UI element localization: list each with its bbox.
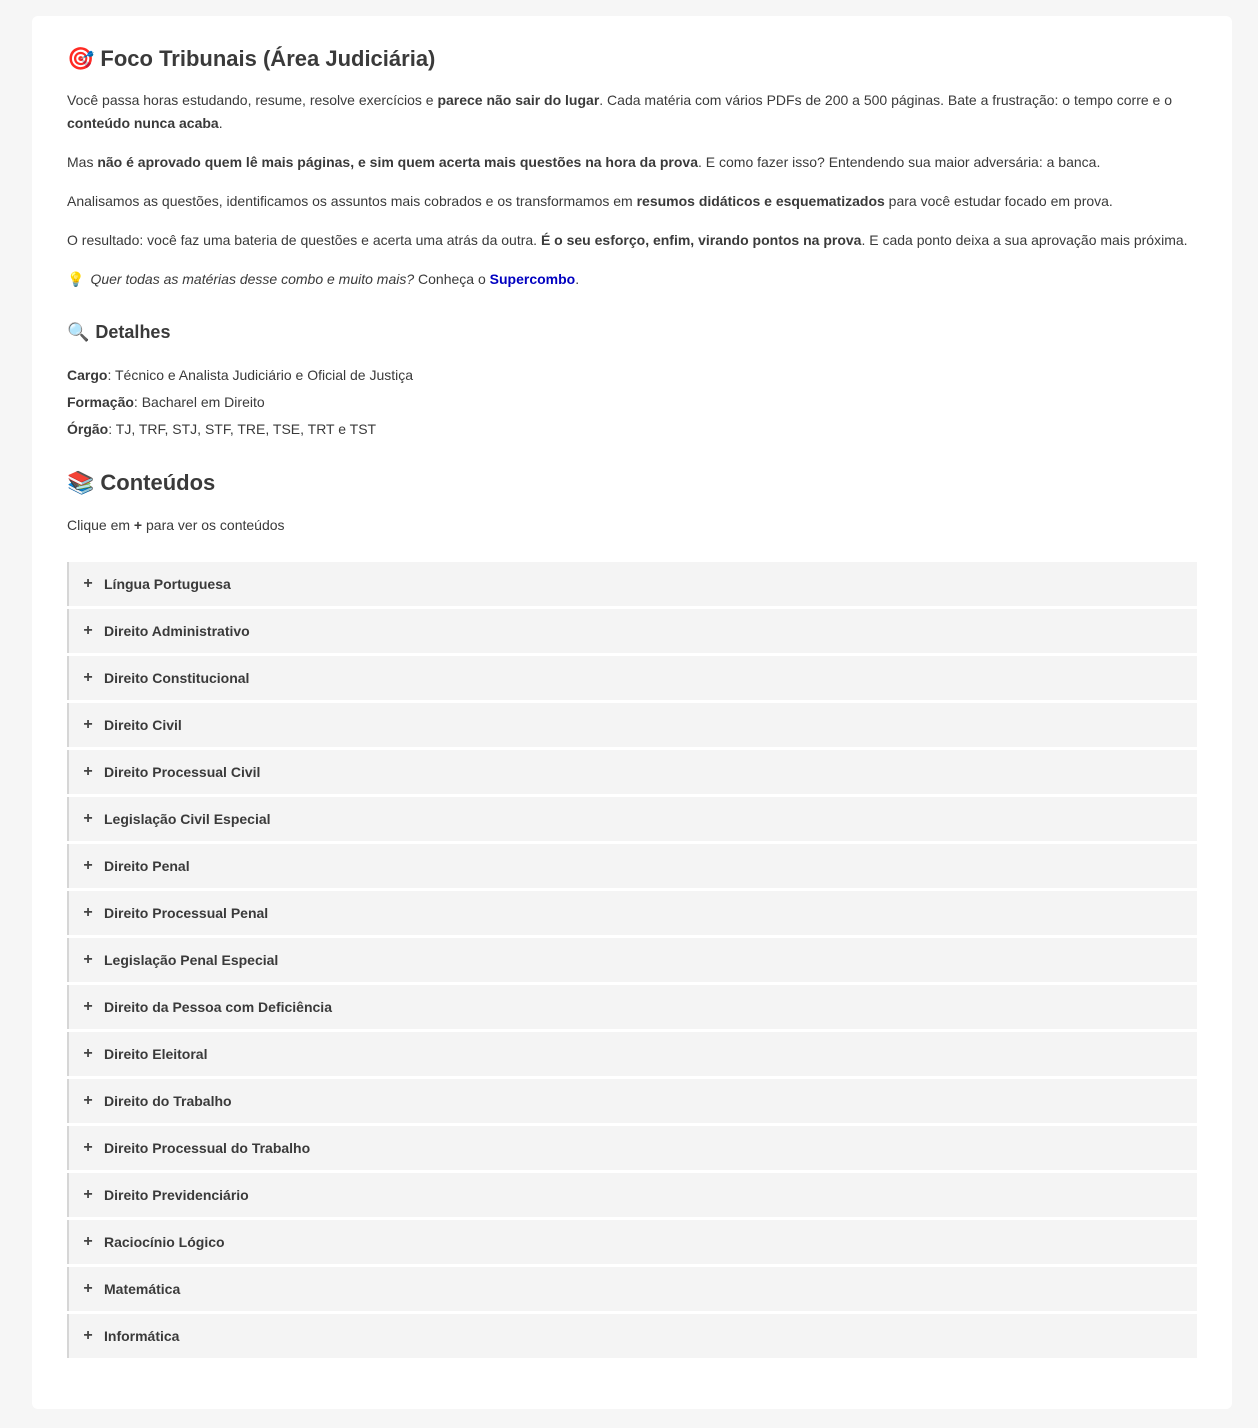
accordion-item-label: Informática [104,1328,180,1344]
intro-p3-text-c: para você estudar focado em prova. [884,193,1113,209]
intro-p2-text-a: Mas [67,154,98,170]
intro-paragraph-3 [67,190,1197,213]
accordion-item[interactable] [67,891,1197,935]
accordion-item[interactable] [67,797,1197,841]
accordion-item[interactable] [67,1220,1197,1264]
plus-icon: + [83,622,93,639]
accordion-item-label: Língua Portuguesa [104,576,231,592]
accordion-item[interactable] [67,562,1197,606]
detail-cargo [67,362,413,389]
intro-p4-text-c: . E cada ponto deixa a sua aprovação mais próxima. [861,232,1188,248]
hint-text-a: Clique em [67,517,134,533]
plus-icon: + [83,1233,93,1250]
hint-text-b: para ver os conteúdos [142,517,285,533]
intro-paragraph-4 [67,229,1197,252]
accordion-item[interactable] [67,1314,1197,1358]
accordion-item[interactable] [67,938,1197,982]
intro-p1-text-c: . Cada matéria com vários PDFs de 200 a 500 páginas. Bate a frustração: o tempo corre e o [599,92,1173,108]
plus-icon: + [83,1186,93,1203]
plus-icon: + [83,810,93,827]
plus-icon: + [83,904,93,921]
supercombo-link[interactable]: Supercombo [489,271,576,287]
accordion-item[interactable] [67,703,1197,747]
detail-cargo-value: : Técnico e Analista Judiciário e Oficial de Justiça [107,367,414,383]
accordion-item-label: Direito Civil [104,717,182,733]
intro-p5-text-a: Conheça o [414,271,490,287]
plus-icon: + [83,951,93,968]
details-heading-text: Detalhes [95,322,171,342]
detail-formacao-label: Formação [67,394,134,410]
plus-icon: + [83,998,93,1015]
intro-p1-bold-2: conteúdo nunca acaba [67,115,219,131]
accordion-item-label: Matemática [104,1281,181,1297]
detail-cargo-label: Cargo [67,367,108,383]
target-icon: 🎯 [67,46,95,71]
accordion-item-label: Direito Processual do Trabalho [104,1140,311,1156]
plus-icon: + [83,857,93,874]
accordion-item-label: Direito Constitucional [104,670,250,686]
accordion-item-label: Direito Administrativo [104,623,250,639]
plus-icon: + [83,1280,93,1297]
accordion-item[interactable] [67,609,1197,653]
intro-paragraph-2 [67,151,1197,174]
accordion-item-label: Direito Processual Penal [104,905,269,921]
contents-heading-text: Conteúdos [100,470,216,495]
hint-plus: + [133,517,143,533]
accordion-item[interactable] [67,1267,1197,1311]
details-heading [67,322,170,343]
accordion-item[interactable] [67,1032,1197,1076]
accordion-item-label: Raciocínio Lógico [104,1234,225,1250]
intro-paragraph-5 [67,268,1197,291]
intro-p1-text-d: . [218,115,223,131]
plus-icon: + [83,1045,93,1062]
intro-p4-bold-1: É o seu esforço, enfim, virando pontos na prova [540,232,862,248]
accordion-item-label: Direito do Trabalho [104,1093,232,1109]
accordion-item[interactable] [67,1126,1197,1170]
accordion-item-label: Legislação Civil Especial [104,811,271,827]
intro-p1-text-a: Você passa horas estudando, resume, resolve exercícios e [67,92,438,108]
detail-orgao [67,416,413,443]
lightbulb-icon: 💡 [67,271,85,287]
plus-icon: + [83,763,93,780]
detail-formacao-value: : Bacharel em Direito [133,394,265,410]
accordion-item-label: Direito Penal [104,858,190,874]
intro-p5-text-d: . [575,271,580,287]
accordion-item-label: Direito Eleitoral [104,1046,208,1062]
intro-p3-bold-1: resumos didáticos e esquematizados [636,193,885,209]
intro-p2-text-c: . E como fazer isso? Entendendo sua maior adversária: a banca. [698,154,1101,170]
intro-p1-bold-1: parece não sair do lugar [437,92,600,108]
intro-paragraph-1 [67,89,1197,135]
plus-icon: + [83,1092,93,1109]
contents-heading [67,470,215,496]
plus-icon: + [83,716,93,733]
detail-orgao-value: : TJ, TRF, STJ, STF, TRE, TSE, TRT e TST [108,421,377,437]
plus-icon: + [83,1139,93,1156]
accordion-item-label: Direito da Pessoa com Deficiência [104,999,332,1015]
plus-icon: + [83,575,93,592]
accordion-item-label: Direito Previdenciário [104,1187,249,1203]
intro-p5-italic: Quer todas as matérias desse combo e muito mais? [90,271,415,287]
details-list [67,362,413,443]
magnifier-icon: 🔍 [67,322,90,342]
intro-p4-text-a: O resultado: você faz uma bateria de questões e acerta uma atrás da outra. [67,232,541,248]
accordion-item-label: Direito Processual Civil [104,764,261,780]
accordion-item[interactable] [67,985,1197,1029]
plus-icon: + [83,669,93,686]
product-card [32,16,1232,1409]
intro-p3-text-a: Analisamos as questões, identificamos os assuntos mais cobrados e os transformamos em [67,193,637,209]
accordion-item[interactable] [67,750,1197,794]
accordion-item-label: Legislação Penal Especial [104,952,279,968]
page-title-text: Foco Tribunais (Área Judiciária) [100,46,436,71]
accordion-item[interactable] [67,1079,1197,1123]
detail-formacao [67,389,413,416]
accordion-item[interactable] [67,1173,1197,1217]
plus-icon: + [83,1327,93,1344]
intro-p2-bold-1: não é aprovado quem lê mais páginas, e sim quem acerta mais questões na hora da prova [97,154,698,170]
accordion-item[interactable] [67,844,1197,888]
detail-orgao-label: Órgão [67,421,109,437]
accordion-item[interactable] [67,656,1197,700]
books-icon: 📚 [67,470,95,495]
page-title [67,46,435,72]
contents-hint [67,514,285,537]
